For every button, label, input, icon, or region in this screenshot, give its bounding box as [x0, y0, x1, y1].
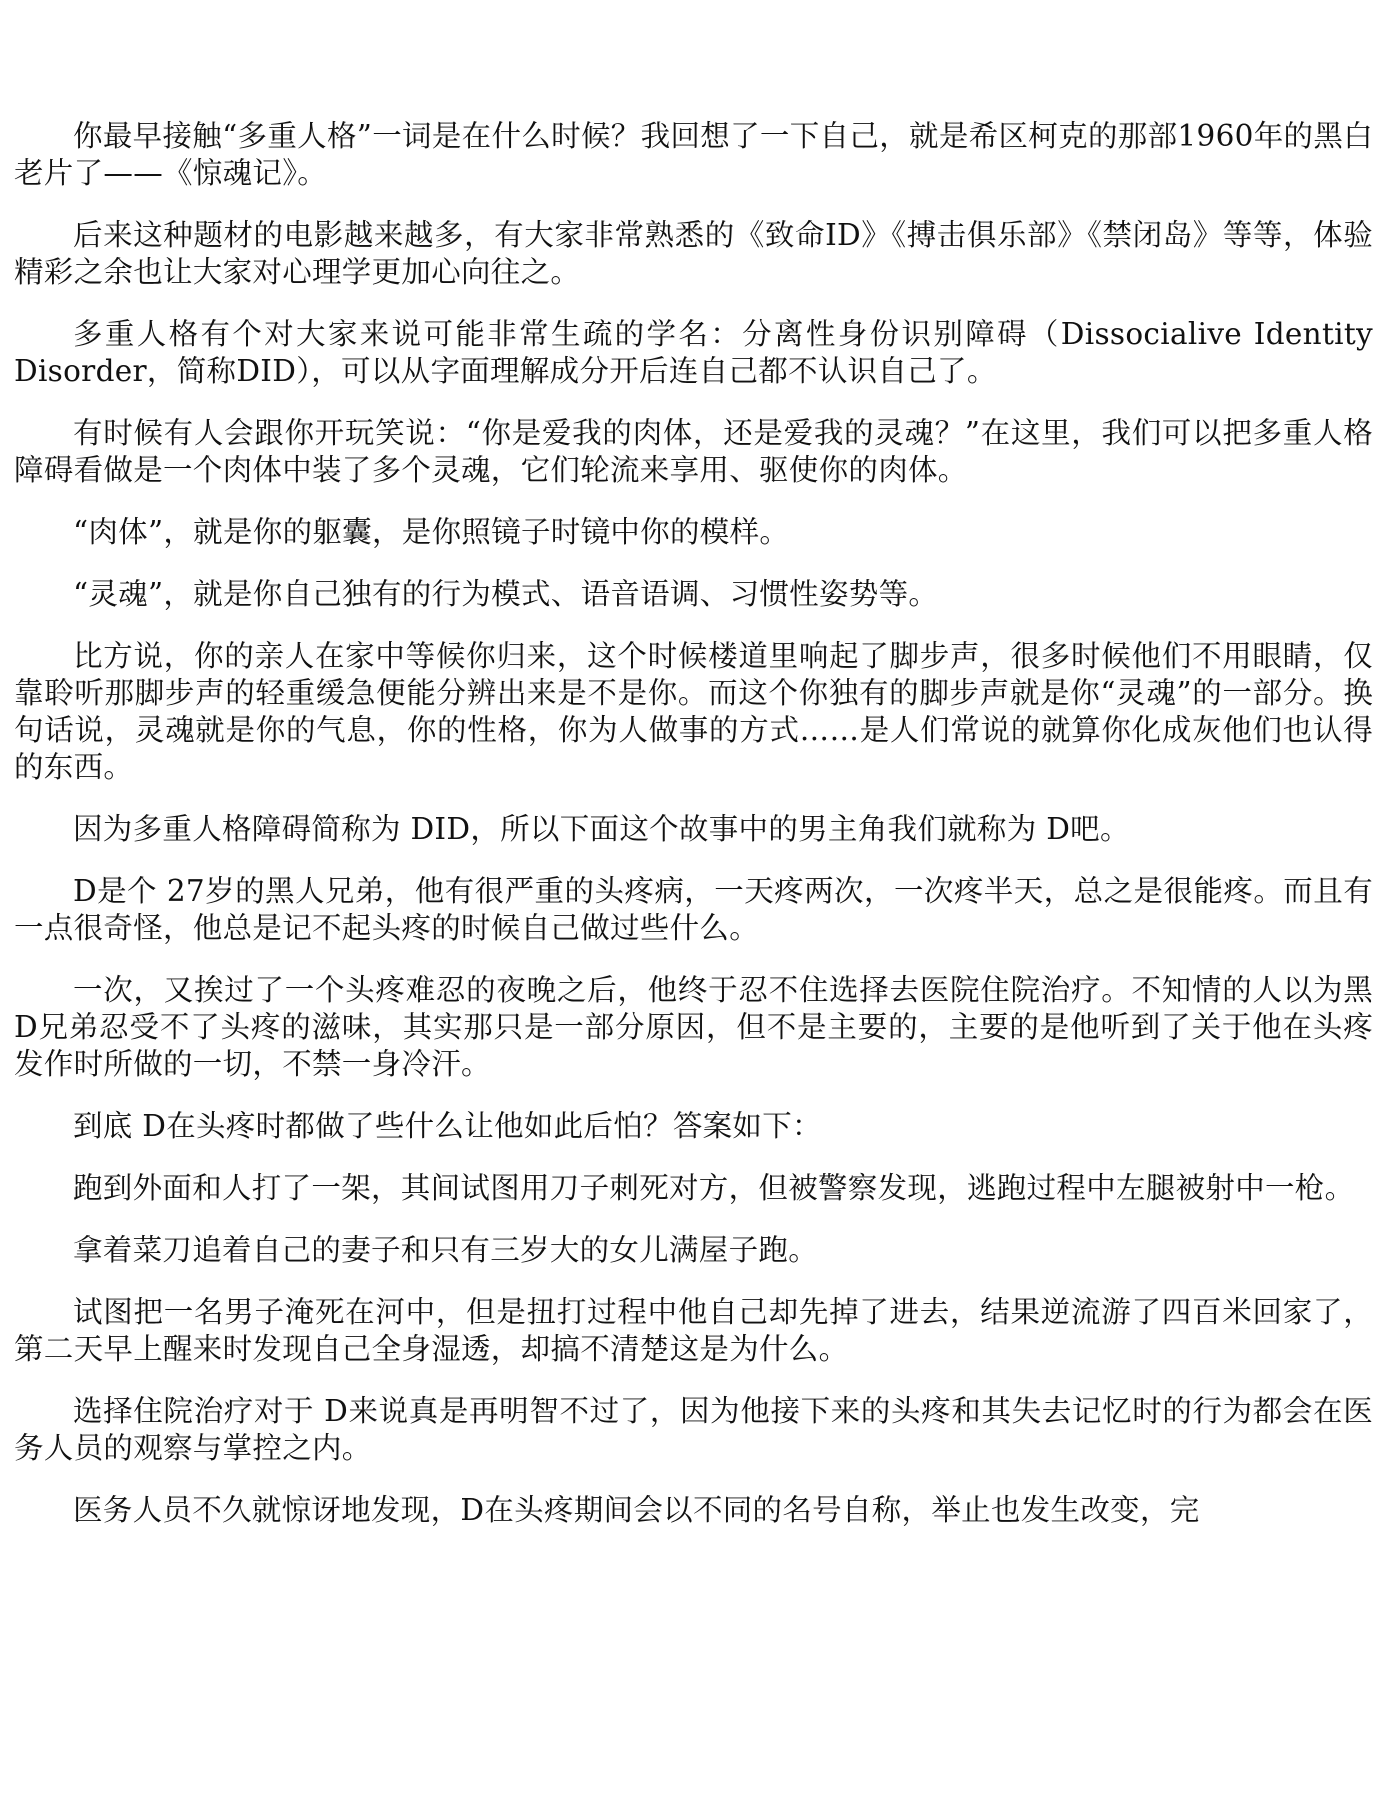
paragraph-9: D是个 27岁的黑人兄弟，他有很严重的头疼病，一天疼两次，一次疼半天，总之是很能疼。而且有一点很奇怪，他总是记不起头疼的时候自己做过些什么。 — [14, 874, 1373, 945]
paragraph-16: 医务人员不久就惊讶地发现，D在头疼期间会以不同的名号自称，举止也发生改变，完 — [73, 1493, 1200, 1527]
paragraph-5: “肉体”，就是你的躯囊，是你照镜子时镜中你的模样。 — [73, 515, 790, 549]
paragraph-12: 跑到外面和人打了一架，其间试图用刀子刺死对方，但被警察发现，逃跑过程中左腿被射中一枪。 — [73, 1171, 1355, 1205]
paragraph-6: “灵魂”，就是你自己独有的行为模式、语音语调、习惯性姿势等。 — [73, 577, 939, 611]
paragraph-11: 到底 D在头疼时都做了些什么让他如此后怕？答案如下： — [73, 1109, 822, 1143]
paragraph-7: 比方说，你的亲人在家中等候你归来，这个时候楼道里响起了脚步声，很多时候他们不用眼睛，仅靠聆听那脚步声的轻重缓急便能分辨出来是不是你。而这个你独有的脚步声就是你“灵魂”的一部分。换句话说，灵魂就是你的气息，你的性格，你为人做事的方式……是人们常说的就算你化成灰他们也认得的东西。 — [14, 639, 1374, 784]
paragraph-8: 因为多重人格障碍简称为 DID，所以下面这个故事中的男主角我们就称为 D吧。 — [73, 812, 1130, 846]
paragraph-13: 拿着菜刀追着自己的妻子和只有三岁大的女儿满屋子跑。 — [73, 1233, 819, 1267]
paragraph-15: 选择住院治疗对于 D来说真是再明智不过了，因为他接下来的头疼和其失去记忆时的行为都会在医务人员的观察与掌控之内。 — [14, 1394, 1373, 1465]
paragraph-14: 试图把一名男子淹死在河中，但是扭打过程中他自己却先掉了进去，结果逆流游了四百米回家了，第二天早上醒来时发现自己全身湿透，却搞不清楚这是为什么。 — [14, 1295, 1373, 1366]
paragraph-3: 多重人格有个对大家来说可能非常生疏的学名：分离性身份识别障碍（Dissocialive Identity Disorder，简称DID），可以从字面理解成分开后连自己都不认识自己了。 — [14, 317, 1373, 388]
paragraph-10: 一次，又挨过了一个头疼难忍的夜晚之后，他终于忍不住选择去医院住院治疗。不知情的人以为黑 D兄弟忍受不了头疼的滋味，其实那只是一部分原因，但不是主要的，主要的是他听到了关于他在头疼发作时所做的一切，不禁一身冷汗。 — [14, 973, 1373, 1081]
paragraph-2: 后来这种题材的电影越来越多，有大家非常熟悉的《致命ID》《搏击俱乐部》《禁闭岛》等等，体验精彩之余也让大家对心理学更加心向往之。 — [14, 218, 1373, 289]
paragraph-1: 你最早接触“多重人格”一词是在什么时候？我回想了一下自己，就是希区柯克的那部1960年的黑白老片了——《惊魂记》。 — [14, 119, 1373, 190]
paragraph-4: 有时候有人会跟你开玩笑说：“你是爱我的肉体，还是爱我的灵魂？”在这里，我们可以把多重人格障碍看做是一个肉体中装了多个灵魂，它们轮流来享用、驱使你的肉体。 — [14, 416, 1373, 487]
